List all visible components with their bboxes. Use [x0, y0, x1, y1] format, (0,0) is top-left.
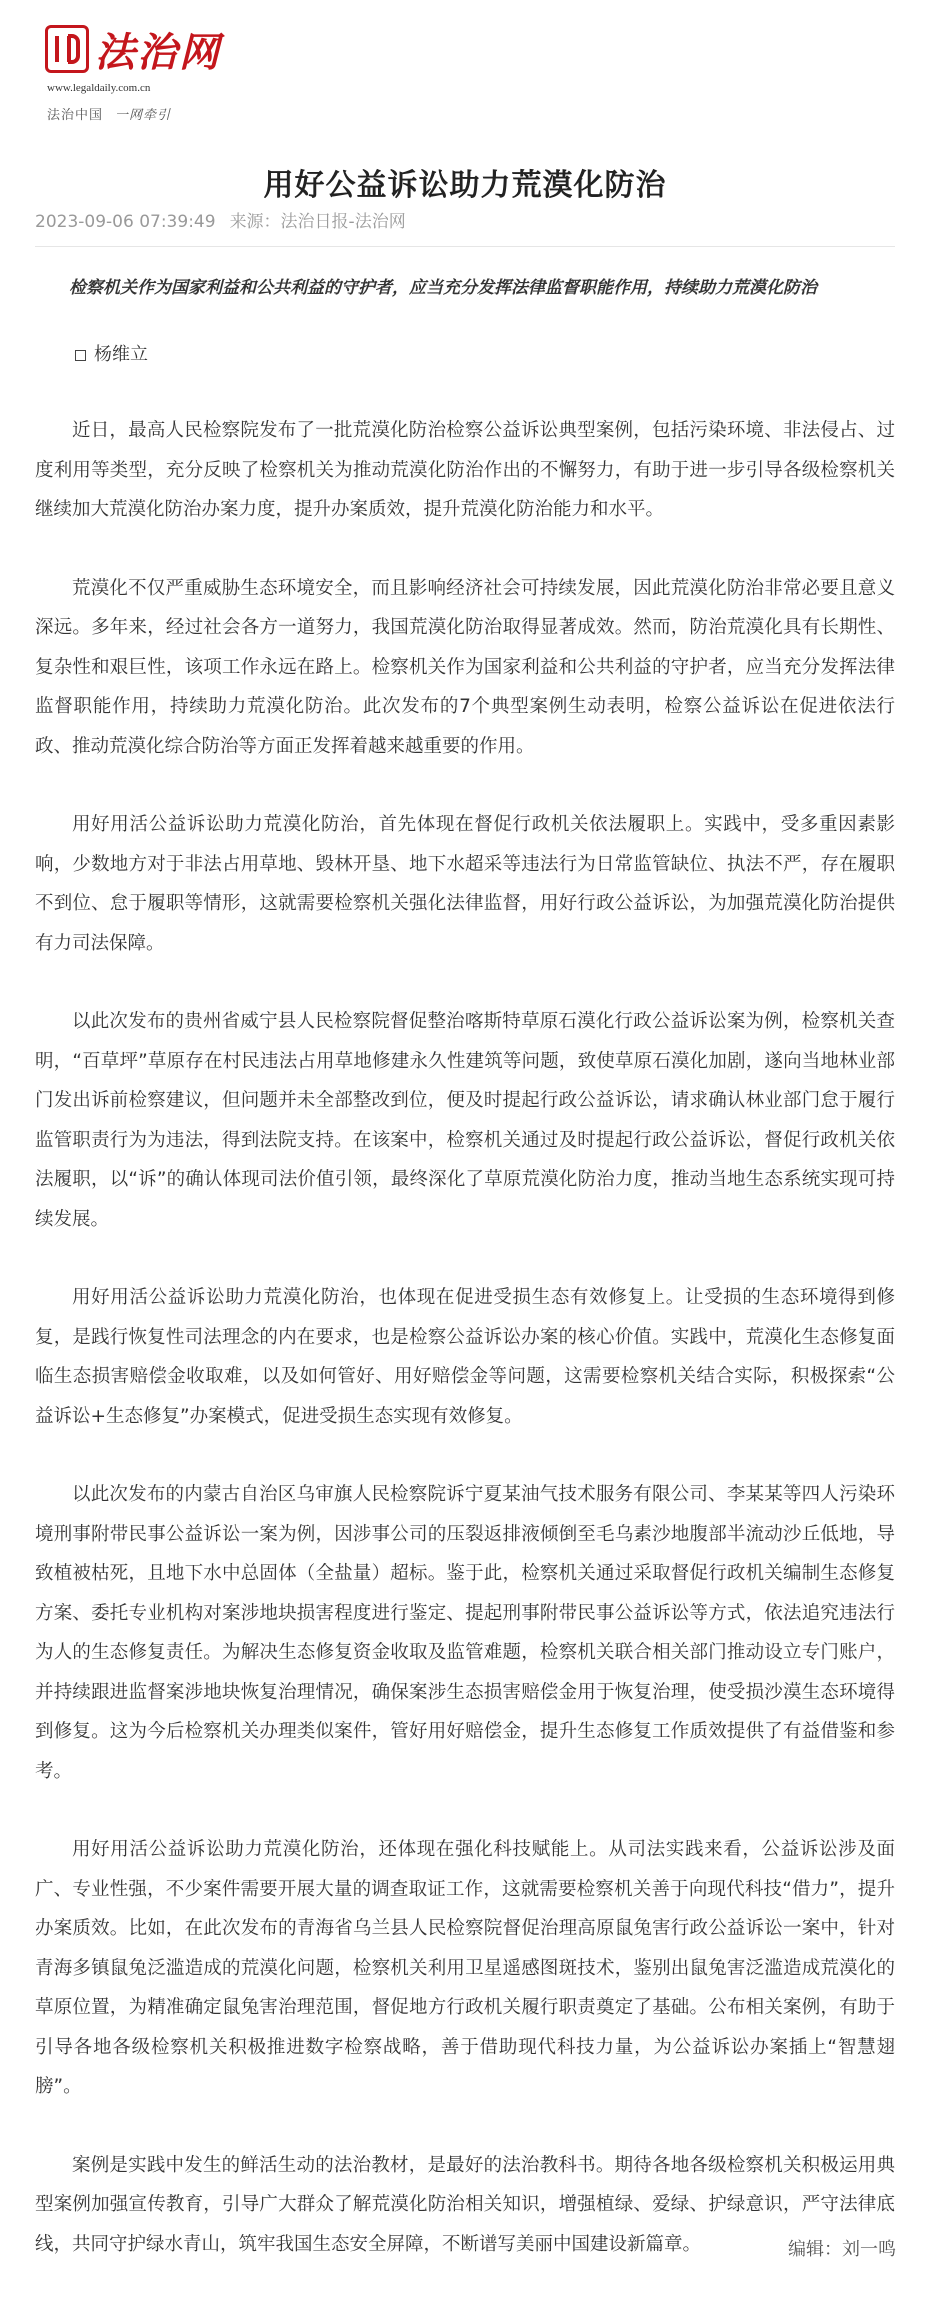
paragraph: 荒漠化不仅严重威胁生态环境安全，而且影响经济社会可持续发展，因此荒漠化防治非常必要且意义深远。多年来，经过社会各方一道努力，我国荒漠化防治取得显著成效。然而，防治荒漠化具有长期性、复杂性和艰巨性，该项工作永远在路上。检察机关作为国家利益和公共利益的守护者，应当充分发挥法律监督职能作用，持续助力荒漠化防治。此次发布的7个典型案例生动表明，检察公益诉讼在促进依法行政、推动荒漠化综合防治等方面正发挥着越来越重要的作用。: [35, 577, 895, 757]
article-title: 用好公益诉讼助力荒漠化防治: [263, 168, 667, 204]
logo-text: 法治网: [95, 28, 221, 76]
article-editor: 编辑：刘一鸣: [788, 2239, 896, 2260]
site-header: [45, 18, 245, 128]
site-url: www.legaldaily.com.cn: [47, 82, 151, 94]
paragraph: 近日，最高人民检察院发布了一批荒漠化防治检察公益诉讼典型案例，包括污染环境、非法侵占、过度利用等类型，充分反映了检察机关为推动荒漠化防治作出的不懈努力，有助于进一步引导各级检察机关继续加大荒漠化防治办案力度，提升办案质效，提升荒漠化防治能力和水平。: [35, 420, 895, 520]
article-source: 来源：法治日报-法治网: [229, 212, 406, 232]
logo-emblem-icon: [45, 25, 89, 73]
author-name: 杨维立: [94, 344, 148, 365]
author-bullet-icon: [75, 350, 86, 361]
paragraph: 以此次发布的内蒙古自治区乌审旗人民检察院诉宁夏某油气技术服务有限公司、李某某等四人污染环境刑事附带民事公益诉讼一案为例，因涉事公司的压裂返排液倾倒至毛乌素沙地腹部半流动沙丘低地，导致植被枯死，且地下水中总固体（全盐量）超标。鉴于此，检察机关通过采取督促行政机关编制生态修复方案、委托专业机构对案涉地块损害程度进行鉴定、提起刑事附带民事公益诉讼等方式，依法追究违法行为人的生态修复责任。为解决生态修复资金收取及监管难题，检察机关联合相关部门推动设立专门账户，并持续跟进监督案涉地块恢复治理情况，确保案涉生态损害赔偿金用于恢复治理，使受损沙漠生态环境得到修复。这为今后检察机关办理类似案件，管好用好赔偿金，提升生态修复工作质效提供了有益借鉴和参考。: [35, 1484, 895, 1782]
paragraph: 用好用活公益诉讼助力荒漠化防治，首先体现在督促行政机关依法履职上。实践中，受多重因素影响，少数地方对于非法占用草地、毁林开垦、地下水超采等违法行为日常监管缺位、执法不严，存在履职不到位、怠于履职等情形，这就需要检察机关强化法律监督，用好行政公益诉讼，为加强荒漠化防治提供有力司法保障。: [35, 814, 895, 954]
slogan-left: 法治中国: [47, 108, 104, 123]
paragraph: 以此次发布的贵州省威宁县人民检察院督促整治喀斯特草原石漠化行政公益诉讼案为例，检察机关查明，“百草坪”草原存在村民违法占用草地修建永久性建筑等问题，致使草原石漠化加剧，遂向当地林业部门发出诉前检察建议，但问题并未全部整改到位，便及时提起行政公益诉讼，请求确认林业部门怠于履行监管职责行为为违法，得到法院支持。在该案中，检察机关通过及时提起行政公益诉讼，督促行政机关依法履职，以“诉”的确认体现司法价值引领，最终深化了草原荒漠化防治力度，推动当地生态系统实现可持续发展。: [35, 1011, 895, 1230]
site-slogan: [47, 104, 245, 123]
paragraph: 案例是实践中发生的鲜活生动的法治教材，是最好的法治教科书。期待各地各级检察机关积极运用典型案例加强宣传教育，引导广大群众了解荒漠化防治相关知识，增强植绿、爱绿、护绿意识，严守法律底线，共同守护绿水青山，筑牢我国生态安全屏障，不断谱写美丽中国建设新篇章。: [35, 2154, 895, 2255]
slogan-right: 一网牵引: [115, 108, 172, 123]
article-author: [35, 337, 895, 373]
article-body: [35, 265, 895, 2303]
site-logo[interactable]: [45, 18, 245, 80]
article-lead: 检察机关作为国家利益和公共利益的守护者，应当充分发挥法律监督职能作用，持续助力荒漠化防治: [69, 278, 817, 298]
article-meta: [35, 207, 895, 247]
paragraph: 用好用活公益诉讼助力荒漠化防治，也体现在促进受损生态有效修复上。让受损的生态环境得到修复，是践行恢复性司法理念的内在要求，也是检察公益诉讼办案的核心价值。实践中，荒漠化生态修复面临生态损害赔偿金收取难，以及如何管好、用好赔偿金等问题，这需要检察机关结合实际，积极探索“公益诉讼+生态修复”办案模式，促进受损生态实现有效修复。: [35, 1287, 895, 1427]
paragraph: 用好用活公益诉讼助力荒漠化防治，还体现在强化科技赋能上。从司法实践来看，公益诉讼涉及面广、专业性强，不少案件需要开展大量的调查取证工作，这就需要检察机关善于向现代科技“借力”，提升办案质效。比如，在此次发布的青海省乌兰县人民检察院督促治理高原鼠兔害行政公益诉讼一案中，针对青海多镇鼠兔泛滥造成的荒漠化问题，检察机关利用卫星遥感图斑技术，鉴别出鼠兔害泛滥造成荒漠化的草原位置，为精准确定鼠兔害治理范围，督促地方行政机关履行职责奠定了基础。公布相关案例，有助于引导各地各级检察机关积极推进数字检察战略，善于借助现代科技力量，为公益诉讼办案插上“智慧翅膀”。: [35, 1839, 895, 2097]
publish-datetime: 2023-09-06 07:39:49: [35, 212, 216, 232]
